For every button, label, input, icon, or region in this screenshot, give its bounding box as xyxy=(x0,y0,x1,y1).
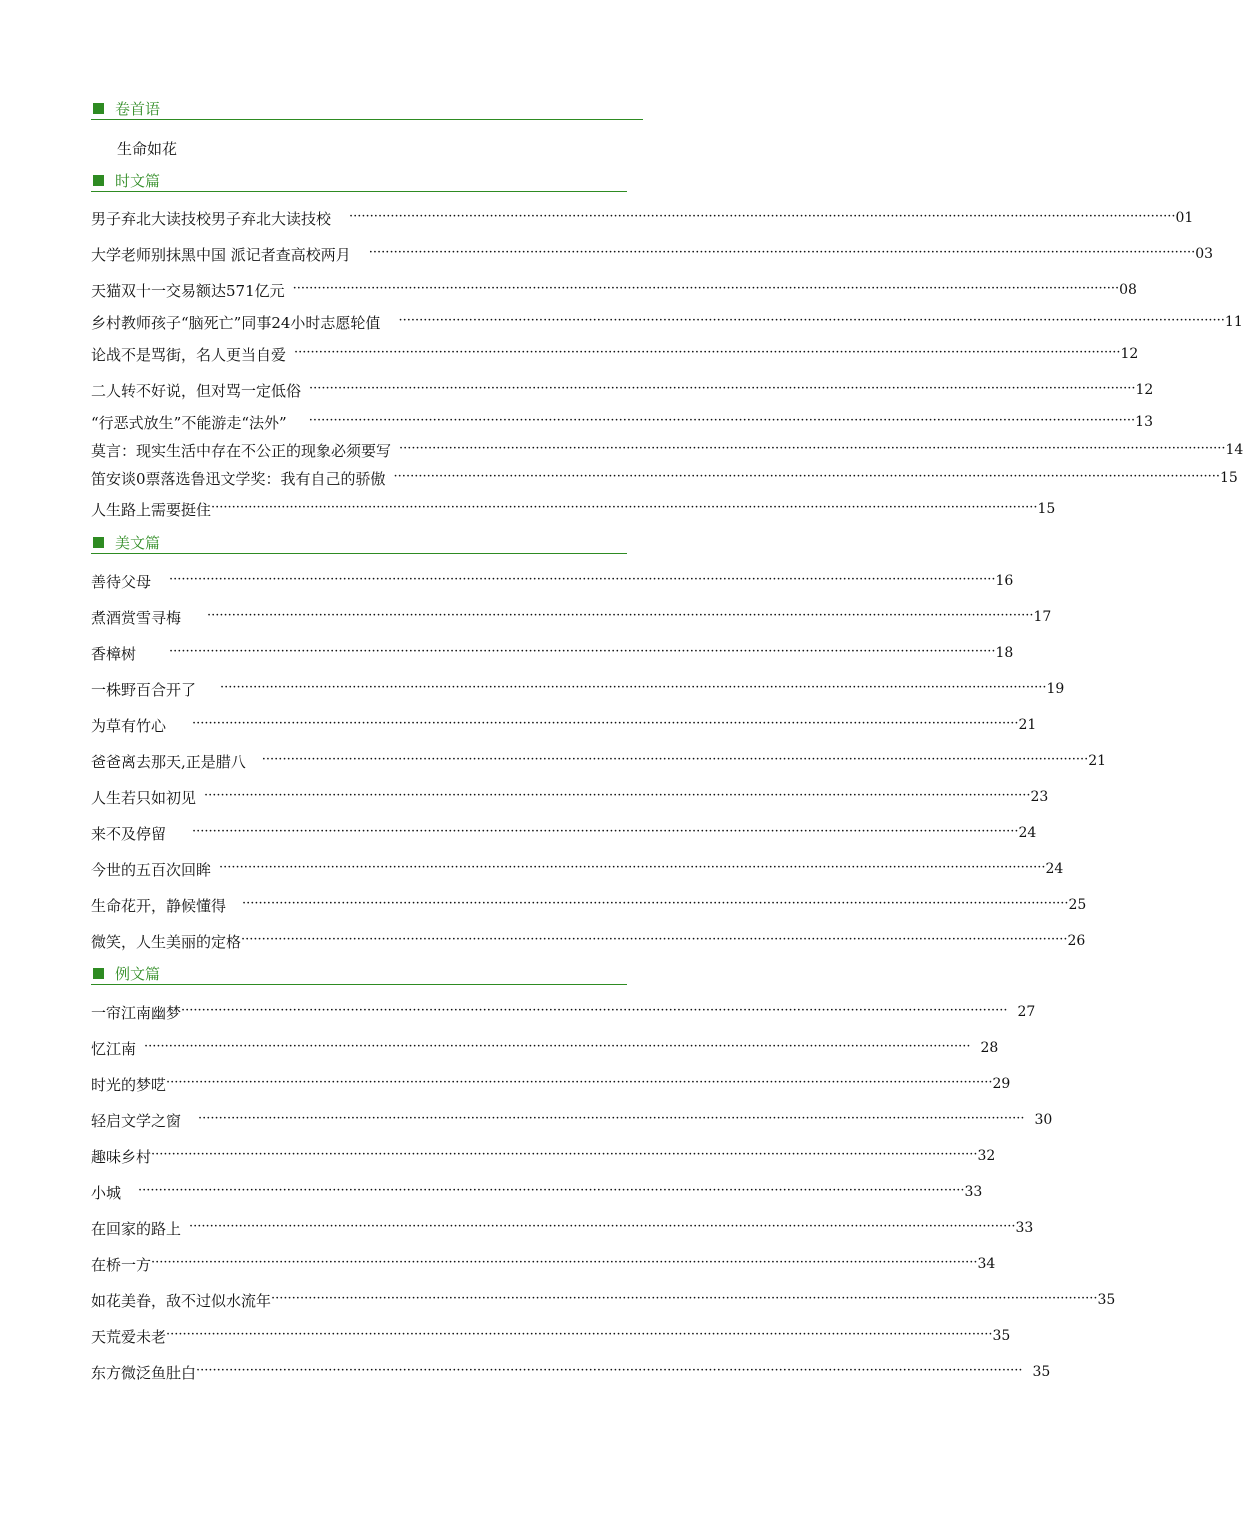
toc-entry[interactable] xyxy=(91,930,1086,952)
toc-entry-page: 26 xyxy=(1067,933,1086,949)
toc-entry-page: 25 xyxy=(1068,897,1087,913)
toc-entry-title: 男子弃北大读技校男子弃北大读技校 xyxy=(91,209,332,228)
toc-entry-intro[interactable]: 生命如花 xyxy=(117,140,178,158)
dot-leader: ········································································································································································································ xyxy=(393,469,1221,484)
toc-entry-title: 微笑，人生美丽的定格 xyxy=(91,932,242,951)
dot-leader: ········································································································································································································ xyxy=(151,1147,978,1162)
dot-leader: ········································································································································································································ xyxy=(294,345,1121,360)
dot-leader: ········································································································································································································ xyxy=(292,281,1120,296)
section-title: 美文篇 xyxy=(115,534,161,552)
dot-leader: ········································································································································································································ xyxy=(204,788,1031,803)
dot-leader: ········································································································································································································ xyxy=(192,824,1019,839)
toc-entry[interactable] xyxy=(91,343,1139,365)
dot-leader: ········································································································································································································ xyxy=(144,1039,971,1054)
toc-entry[interactable] xyxy=(91,1289,1116,1311)
toc-entry[interactable] xyxy=(91,1325,1011,1347)
toc-entry-page: 32 xyxy=(977,1148,996,1164)
dot-leader: ········································································································································································································ xyxy=(368,245,1196,260)
toc-entry-title: 一帘江南幽梦 xyxy=(91,1003,182,1022)
section-header-liwen xyxy=(91,965,627,985)
toc-entry-page: 03 xyxy=(1195,246,1214,262)
toc-entry-page: 21 xyxy=(1088,753,1107,769)
toc-entry[interactable] xyxy=(91,678,1065,700)
toc-entry[interactable] xyxy=(91,243,1214,265)
dot-leader: ········································································································································································································ xyxy=(198,1111,1025,1126)
toc-entry-page: 23 xyxy=(1030,789,1049,805)
toc-entry-title: 在回家的路上 xyxy=(91,1219,182,1238)
toc-entry-title: 大学老师别抹黑中国 派记者查高校两月 xyxy=(91,245,351,264)
toc-entry-page: 35 xyxy=(1032,1364,1051,1380)
toc-entry-page: 19 xyxy=(1046,681,1065,697)
toc-entry-title: 小城 xyxy=(91,1183,122,1202)
toc-entry-title: 天猫双十一交易额达571亿元 xyxy=(91,281,285,300)
toc-entry-title: 煮酒赏雪寻梅 xyxy=(91,608,182,627)
toc-entry-title: 生命花开，静候懂得 xyxy=(91,896,227,915)
dot-leader: ········································································································································································································ xyxy=(220,680,1047,695)
toc-entry[interactable] xyxy=(91,750,1107,772)
toc-entry[interactable] xyxy=(91,498,1056,520)
toc-entry-title: 忆江南 xyxy=(91,1039,137,1058)
dot-leader: ········································································································································································································ xyxy=(169,572,996,587)
toc-entry-title: 在桥一方 xyxy=(91,1255,152,1274)
toc-entry-page: 01 xyxy=(1175,210,1194,226)
toc-entry[interactable] xyxy=(91,1145,996,1167)
toc-entry-title: 莫言：现实生活中存在不公正的现象必须要写 xyxy=(91,441,392,460)
section-title: 例文篇 xyxy=(115,965,161,983)
toc-entry-title: 论战不是骂街，名人更当自爱 xyxy=(91,345,287,364)
dot-leader: ········································································································································································································ xyxy=(271,1291,1098,1306)
toc-entry-title: 一株野百合开了 xyxy=(91,680,197,699)
toc-entry-page: 30 xyxy=(1034,1112,1053,1128)
toc-entry[interactable] xyxy=(91,822,1037,844)
toc-entry[interactable] xyxy=(91,379,1154,401)
toc-entry-page: 15 xyxy=(1220,470,1238,486)
toc-entry[interactable] xyxy=(91,439,1243,461)
dot-leader: ········································································································································································································ xyxy=(196,1363,1023,1378)
toc-entry[interactable] xyxy=(91,642,1014,664)
toc-entry-page: 34 xyxy=(977,1256,996,1272)
toc-entry[interactable] xyxy=(91,411,1153,433)
toc-entry-title: 香樟树 xyxy=(91,644,137,663)
dot-leader: ········································································································································································································ xyxy=(138,1183,965,1198)
toc-entry[interactable] xyxy=(91,279,1137,301)
toc-entry[interactable] xyxy=(91,1037,999,1059)
section-header-meiwen xyxy=(91,534,627,554)
toc-entry-page: 27 xyxy=(1017,1004,1036,1020)
toc-entry[interactable] xyxy=(91,1001,1036,1023)
dot-leader: ········································································································································································································ xyxy=(207,608,1034,623)
dot-leader: ········································································································································································································ xyxy=(398,313,1225,328)
toc-entry-page: 14 xyxy=(1225,442,1243,458)
toc-entry-page: 16 xyxy=(995,573,1014,589)
dot-leader: ········································································································································································································ xyxy=(169,644,996,659)
dot-leader: ········································································································································································································ xyxy=(309,381,1136,396)
toc-entry-title: 如花美眷，敌不过似水流年 xyxy=(91,1291,272,1310)
dot-leader: ········································································································································································································ xyxy=(308,413,1136,428)
dot-leader: ········································································································································································································ xyxy=(166,1327,993,1342)
toc-entry-title: 爸爸离去那天,正是腊八 xyxy=(91,752,246,771)
toc-entry[interactable] xyxy=(91,1253,996,1275)
toc-entry-page: 35 xyxy=(1097,1292,1116,1308)
dot-leader: ········································································································································································································ xyxy=(399,441,1226,456)
dot-leader: ········································································································································································································ xyxy=(242,896,1069,911)
toc-entry-page: 13 xyxy=(1135,414,1153,430)
toc-entry[interactable] xyxy=(91,311,1243,333)
toc-entry-title: 时光的梦呓 xyxy=(91,1075,167,1094)
toc-entry-title: 人生路上需要挺住 xyxy=(91,500,212,519)
toc-entry-page: 15 xyxy=(1037,501,1056,517)
toc-entry-page: 11 xyxy=(1224,314,1243,330)
square-bullet-icon xyxy=(93,103,104,114)
dot-leader: ········································································································································································································ xyxy=(261,752,1089,767)
toc-entry-title: 善待父母 xyxy=(91,572,152,591)
toc-entry[interactable] xyxy=(91,1361,1051,1383)
toc-entry-page: 12 xyxy=(1120,346,1139,362)
toc-entry[interactable] xyxy=(91,786,1049,808)
toc-entry[interactable] xyxy=(91,858,1064,880)
toc-entry-page: 17 xyxy=(1033,609,1052,625)
toc-entry-page: 12 xyxy=(1135,382,1154,398)
dot-leader: ········································································································································································································ xyxy=(181,1003,1008,1018)
toc-entry[interactable] xyxy=(91,1217,1034,1239)
toc-entry-page: 24 xyxy=(1045,861,1064,877)
toc-entry[interactable] xyxy=(91,1109,1053,1131)
dot-leader: ········································································································································································································ xyxy=(349,209,1176,224)
toc-entry-title: 今世的五百次回眸 xyxy=(91,860,212,879)
toc-entry[interactable] xyxy=(91,714,1037,736)
dot-leader: ········································································································································································································ xyxy=(151,1255,978,1270)
section-header-shiwen xyxy=(91,172,627,192)
square-bullet-icon xyxy=(93,968,104,979)
toc-entry-title: 笛安谈0票落选鲁迅文学奖：我有自己的骄傲 xyxy=(91,469,386,488)
toc-entry-title: 东方微泛鱼肚白 xyxy=(91,1363,197,1382)
toc-entry-title: 人生若只如初见 xyxy=(91,788,197,807)
toc-entry-title: 乡村教师孩子“脑死亡”同事24小时志愿轮值 xyxy=(91,313,381,332)
toc-entry[interactable] xyxy=(91,207,1194,229)
toc-entry-page: 28 xyxy=(980,1040,999,1056)
dot-leader: ········································································································································································································ xyxy=(241,932,1068,947)
toc-entry[interactable] xyxy=(91,894,1087,916)
toc-entry-page: 29 xyxy=(992,1076,1011,1092)
toc-entry-title: 二人转不好说，但对骂一定低俗 xyxy=(91,381,302,400)
toc-entry-page: 08 xyxy=(1119,282,1137,298)
toc-entry[interactable] xyxy=(91,570,1014,592)
square-bullet-icon xyxy=(93,537,104,548)
toc-entry-page: 18 xyxy=(995,645,1014,661)
toc-entry[interactable] xyxy=(91,606,1052,628)
dot-leader: ········································································································································································································ xyxy=(211,500,1038,515)
toc-entry-page: 33 xyxy=(964,1184,983,1200)
square-bullet-icon xyxy=(93,175,104,186)
dot-leader: ········································································································································································································ xyxy=(219,860,1046,875)
toc-entry-title: 轻启文学之窗 xyxy=(91,1111,182,1130)
dot-leader: ········································································································································································································ xyxy=(189,1219,1016,1234)
toc-entry-page: 21 xyxy=(1018,717,1037,733)
dot-leader: ········································································································································································································ xyxy=(166,1075,993,1090)
toc-entry-title: “行恶式放生”不能游走“法外” xyxy=(91,413,287,432)
toc-entry-page: 24 xyxy=(1018,825,1037,841)
section-header-juanshouyu xyxy=(91,100,643,120)
toc-entry-title: 来不及停留 xyxy=(91,824,167,843)
toc-entry-title: 天荒爱未老 xyxy=(91,1327,167,1346)
dot-leader: ········································································································································································································ xyxy=(192,716,1019,731)
toc-entry-title: 为草有竹心 xyxy=(91,716,167,735)
toc-entry[interactable] xyxy=(91,1181,983,1203)
section-title: 卷首语 xyxy=(115,100,161,118)
toc-entry[interactable] xyxy=(91,1073,1011,1095)
section-title: 时文篇 xyxy=(115,172,161,190)
toc-entry-page: 33 xyxy=(1015,1220,1034,1236)
toc-entry-page: 35 xyxy=(992,1328,1011,1344)
toc-entry[interactable] xyxy=(91,467,1238,489)
toc-entry-title: 趣味乡村 xyxy=(91,1147,152,1166)
